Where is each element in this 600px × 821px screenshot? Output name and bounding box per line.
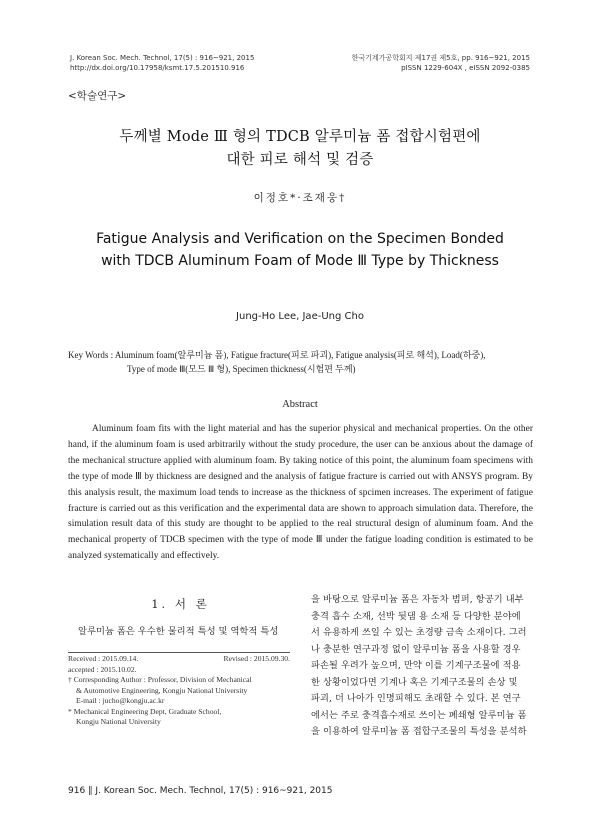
- article-category: <학술연구>: [68, 90, 127, 102]
- intro-paragraph-left: 알루미늄 폼은 우수한 물리적 특성 및 역학적 특성: [78, 626, 279, 637]
- corresponding-author-line1: † Corresponding Author : Professor, Division of Mechanical: [68, 675, 252, 684]
- journal-info-line: 한국기계가공학회지 제17권 제5호, pp. 916~921, 2015: [351, 54, 530, 62]
- intro-paragraph-right: [311, 592, 533, 741]
- title-english-line1: Fatigue Analysis and Verification on the Specimen Bonded: [96, 231, 504, 247]
- authors-english: Jung-Ho Lee, Jae-Ung Cho: [236, 311, 364, 322]
- footnotes: [68, 654, 290, 728]
- intro-line: 을 바탕으로 알루미늄 폼은 자동차 범퍼, 항공기 내부: [311, 594, 524, 605]
- received-revised-row: [68, 654, 290, 665]
- keywords: [68, 348, 538, 362]
- doi-link[interactable]: http://dx.doi.org/10.17958/ksmt.17.5.201510.916: [70, 64, 245, 72]
- intro-line: 충격 흡수 소재, 선박 뒷댐 용 소재 등 다양한 분야에: [311, 610, 521, 622]
- issn-line: pISSN 1229-604X , eISSN 2092-0385: [401, 64, 530, 72]
- abstract-heading: Abstract: [282, 399, 318, 410]
- received-date: Received : 2015.09.14.: [68, 654, 139, 663]
- journal-info-ko: [352, 53, 530, 73]
- affiliation-line2: Kongju National University: [76, 717, 161, 726]
- intro-line: 나 충분한 연구과정 없이 알루미늄 폼을 사용할 경우: [311, 643, 521, 655]
- title-korean-line1: 두께별 Mode Ⅲ 형의 TDCB 알루미늄 폼 접합시험편에: [119, 129, 481, 145]
- intro-line: 을 이용하여 알루미늄 폼 접합구조물의 특성을 분석하: [311, 726, 527, 737]
- journal-citation: [70, 53, 254, 73]
- journal-citation-line: J. Korean Soc. Mech. Technol, 17(5) : 916~921, 2015: [70, 54, 255, 62]
- intro-line: 한 상황이었다면 기계나 혹은 기계구조물의 손상 및: [311, 676, 518, 688]
- title-korean: [60, 126, 540, 172]
- revised-date: Revised : 2015.09.30.: [223, 654, 290, 663]
- title-english: [60, 228, 540, 272]
- affiliation-line1: * Mechanical Engineering Dept, Graduate School,: [68, 706, 222, 716]
- corresponding-author-line2: & Automotive Engineering, Kongju National University: [76, 685, 248, 695]
- abstract-body: Aluminum foam fits with the light material and has the superior physical and mechanical properties. On the other hand, if the aluminum foam is used arbitrarily without the study procedure, the user can be anxious about the damage of the mechanical structure applied with aluminum foam. By taking notice of this point, the aluminum foam specimens with the type of mode Ⅲ by thickness are designed and the analysis of fatigue fracture is carried out with ANSYS program. By this analysis result, the maximum load tends to increase as the thickness of spcimen increases. The experiment of fatigue fracture is carried out as this verification and the experimental data are shown to approach simulation data. Therefore, the simulation result data of this study are thought to be applied to the real structural design of aluminum foam. And the mechanical property of TDCB specimen with the type of mode Ⅲ under the fatigue loading condition is estimated to be analyzed systematically and effectively.: [68, 424, 533, 562]
- section-heading-introduction: 1. 서 론: [151, 597, 210, 611]
- title-korean-line2: 대한 피로 해석 및 검증: [226, 152, 374, 168]
- author-email[interactable]: E-mail : jucho@kongju.ac.kr: [76, 696, 165, 705]
- title-english-line2: with TDCB Aluminum Foam of Mode Ⅲ Type by Thickness: [101, 253, 499, 269]
- keywords-label: Key Words :: [68, 350, 114, 360]
- intro-line: 파손될 우려가 높으며, 만약 이를 기계구조물에 적용: [311, 660, 521, 671]
- keywords-continued: Type of mode Ⅲ(모드 Ⅲ 형), Specimen thickness(시험편 두께): [127, 364, 356, 374]
- page-footer: 916 ∥ J. Korean Soc. Mech. Technol, 17(5) : 916~921, 2015: [68, 786, 333, 796]
- accepted-date: accepted : 2015.10.02.: [68, 664, 137, 674]
- authors-korean: 이정호*·조재웅†: [253, 192, 347, 204]
- intro-line: 파괴, 더 나아가 인명피해도 초래할 수 있다. 본 연구: [311, 693, 521, 704]
- footnote-divider: [68, 652, 290, 653]
- keywords-line1: Aluminum foam(알루미늄 폼), Fatigue fracture(피로 파괴), Fatigue analysis(피로 해석), Load(하중),: [114, 350, 486, 360]
- intro-line: 서 유용하게 쓰일 수 있는 초경량 금속 소재이다. 그러: [311, 627, 527, 638]
- intro-line: 에서는 주로 충격흡수재로 쓰이는 폐쇄형 알루미늄 폼: [311, 709, 527, 721]
